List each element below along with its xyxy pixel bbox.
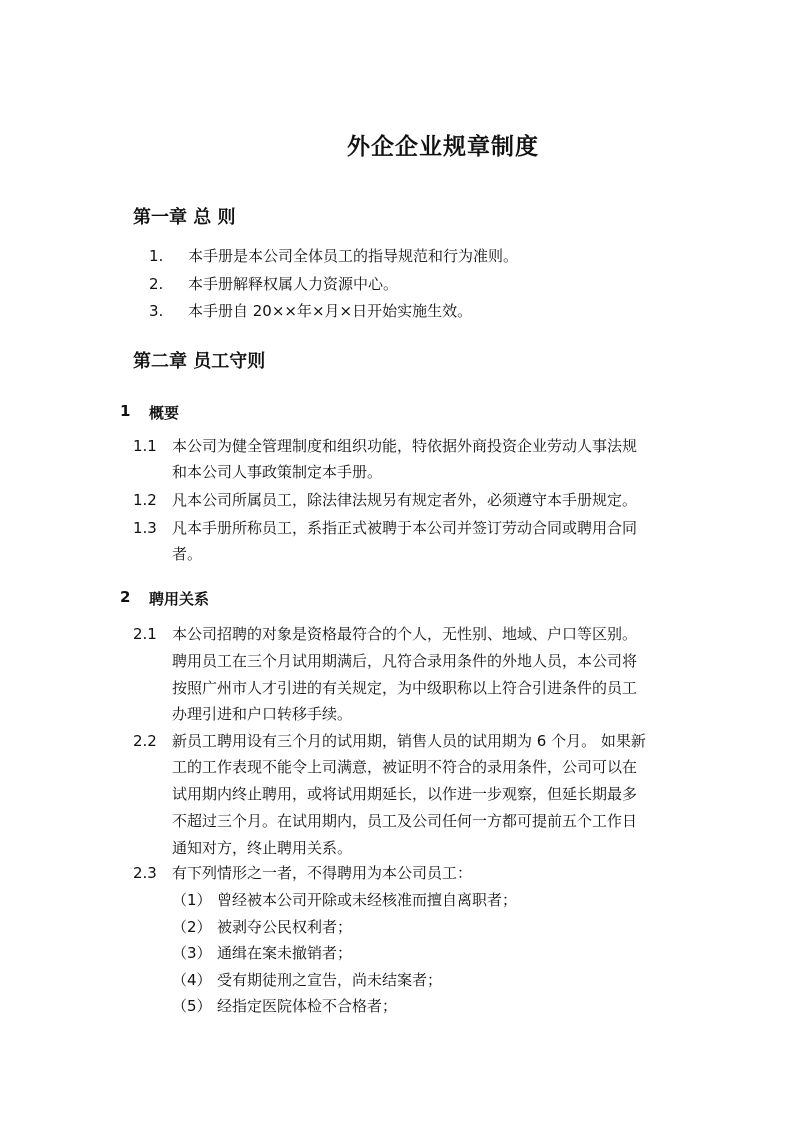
clause-line: 凡本手册所称员工，系指正式被聘于本公司并签订劳动合同或聘用合同 — [172, 519, 638, 537]
subitem-number: （5） — [172, 997, 212, 1015]
clause-line: 办理引进和户口转移手续。 — [172, 705, 353, 723]
clause-line: 工的工作表现不能令上司满意，被证明不符合的录用条件，公司可以在 — [172, 758, 638, 776]
subitem-text: 通缉在案未撤销者； — [217, 944, 353, 962]
list-item-text: 本手册自 20××年×月×日开始实施生效。 — [188, 302, 473, 320]
section-number: 1 — [120, 402, 131, 420]
subitem-text: 受有期徒刑之宣告，尚未结案者； — [217, 971, 443, 989]
list-item-number: 1. — [149, 247, 164, 265]
clause-line: 和本公司人事政策制定本手册。 — [172, 463, 383, 481]
chapter-heading: 第二章 员工守则 — [133, 351, 266, 372]
clause-line: 本公司招聘的对象是资格最符合的个人，无性别、地域、户口等区别。 — [172, 625, 638, 643]
subitem-number: （1） — [172, 891, 212, 909]
list-item-number: 2. — [149, 275, 164, 293]
subitem-text: 被剥夺公民权利者； — [217, 918, 353, 936]
clause-number: 1.2 — [133, 491, 157, 509]
clause-line: 新员工聘用设有三个月的试用期，销售人员的试用期为 6 个月。 如果新 — [172, 732, 646, 750]
subitem-text: 曾经被本公司开除或未经核准而擅自离职者； — [217, 891, 518, 909]
clause-line: 按照广州市人才引进的有关规定，为中级职称以上符合引进条件的员工 — [172, 679, 638, 697]
section-title: 概要 — [149, 404, 180, 422]
section-title: 聘用关系 — [149, 590, 210, 608]
clause-line: 不超过三个月。在试用期内，员工及公司任何一方都可提前五个工作日 — [172, 812, 638, 830]
section-number: 2 — [120, 588, 131, 606]
chapter-heading: 第一章 总 则 — [133, 207, 236, 228]
clause-line: 者。 — [172, 545, 203, 563]
clause-number: 1.1 — [133, 437, 157, 455]
list-item-text: 本手册解释权属人力资源中心。 — [188, 275, 399, 293]
clause-number: 2.1 — [133, 625, 157, 643]
list-item-number: 3. — [149, 302, 164, 320]
clause-number: 1.3 — [133, 519, 157, 537]
subitem-number: （3） — [172, 944, 212, 962]
subitem-text: 经指定医院体检不合格者； — [217, 997, 398, 1015]
clause-line: 本公司为健全管理制度和组织功能，特依据外商投资企业劳动人事法规 — [172, 437, 638, 455]
list-item-text: 本手册是本公司全体员工的指导规范和行为准则。 — [188, 247, 519, 265]
clause-line: 试用期内终止聘用，或将试用期延长，以作进一步观察，但延长期最多 — [172, 785, 638, 803]
clause-line: 聘用员工在三个月试用期满后，凡符合录用条件的外地人员，本公司将 — [172, 652, 638, 670]
clause-number: 2.3 — [133, 864, 157, 882]
subitem-number: （4） — [172, 971, 212, 989]
clause-line: 凡本公司所属员工，除法律法规另有规定者外，必须遵守本手册规定。 — [172, 491, 638, 509]
subitem-number: （2） — [172, 918, 212, 936]
clause-number: 2.2 — [133, 732, 157, 750]
clause-line: 有下列情形之一者，不得聘用为本公司员工： — [172, 864, 473, 882]
document-title: 外企企业规章制度 — [347, 134, 539, 160]
clause-line: 通知对方，终止聘用关系。 — [172, 839, 353, 857]
